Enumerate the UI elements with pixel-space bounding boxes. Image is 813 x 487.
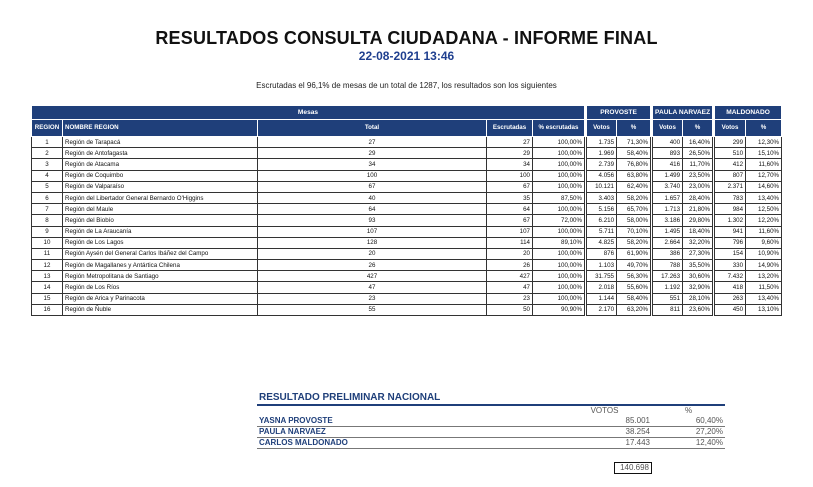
cell-pct-narvaez: 30,60%: [683, 271, 713, 282]
cell-pct-escrutadas: 90,90%: [533, 304, 585, 315]
cell-pct-narvaez: 23,60%: [683, 304, 713, 315]
regional-results-table: [31, 105, 782, 316]
cell-pct-provoste: 58,40%: [617, 148, 651, 159]
table-row: [32, 271, 782, 282]
candidate-pct: 12,40%: [652, 438, 725, 449]
group-header-provoste: PROVOSTE: [587, 106, 651, 120]
cell-total: 100: [258, 170, 487, 181]
cell-votos-maldonado: 807: [715, 170, 746, 181]
cell-escrutadas: 427: [487, 271, 533, 282]
cell-pct-narvaez: 21,80%: [683, 204, 713, 215]
cell-escrutadas: 50: [487, 304, 533, 315]
candidate-pct: 60,40%: [652, 416, 725, 427]
cell-nombre: Región del Biobío: [63, 215, 258, 226]
cell-pct-provoste: 63,80%: [617, 170, 651, 181]
col-header-pct-maldonado: %: [746, 120, 782, 137]
cell-nombre: Región de Los Lagos: [63, 237, 258, 248]
cell-pct-maldonado: 12,50%: [746, 204, 782, 215]
cell-pct-maldonado: 12,20%: [746, 215, 782, 226]
cell-votos-maldonado: 984: [715, 204, 746, 215]
cell-votos-narvaez: 1.192: [653, 282, 683, 293]
cell-nombre: Región de Coquimbo: [63, 170, 258, 181]
group-header-narvaez: PAULA NARVAEZ: [653, 106, 713, 120]
group-header-mesas: Mesas: [32, 106, 585, 120]
cell-pct-maldonado: 14,60%: [746, 181, 782, 192]
cell-pct-maldonado: 13,40%: [746, 192, 782, 203]
cell-pct-provoste: 58,00%: [617, 215, 651, 226]
table-row: [32, 282, 782, 293]
cell-pct-escrutadas: 100,00%: [533, 260, 585, 271]
cell-votos-maldonado: 1.302: [715, 215, 746, 226]
cell-pct-provoste: 58,20%: [617, 237, 651, 248]
cell-escrutadas: 35: [487, 192, 533, 203]
cell-pct-escrutadas: 100,00%: [533, 170, 585, 181]
cell-votos-maldonado: 7.432: [715, 271, 746, 282]
cell-votos-narvaez: 400: [653, 137, 683, 148]
cell-escrutadas: 20: [487, 248, 533, 259]
cell-pct-maldonado: 10,90%: [746, 248, 782, 259]
table-row: [32, 170, 782, 181]
cell-region: 1: [32, 137, 63, 148]
group-header-maldonado: MALDONADO: [715, 106, 782, 120]
cell-region: 11: [32, 248, 63, 259]
cell-votos-provoste: 31.755: [587, 271, 617, 282]
cell-pct-maldonado: 13,40%: [746, 293, 782, 304]
cell-pct-maldonado: 9,60%: [746, 237, 782, 248]
national-total: 140.698: [614, 462, 652, 474]
cell-votos-narvaez: 1.713: [653, 204, 683, 215]
cell-votos-maldonado: 418: [715, 282, 746, 293]
cell-pct-escrutadas: 100,00%: [533, 148, 585, 159]
cell-votos-provoste: 5.156: [587, 204, 617, 215]
table-row: [32, 237, 782, 248]
cell-escrutadas: 34: [487, 159, 533, 170]
national-row: [257, 438, 725, 449]
cell-pct-maldonado: 15,10%: [746, 148, 782, 159]
cell-pct-escrutadas: 100,00%: [533, 159, 585, 170]
cell-region: 14: [32, 282, 63, 293]
cell-pct-narvaez: 28,10%: [683, 293, 713, 304]
cell-region: 6: [32, 192, 63, 203]
cell-votos-maldonado: 796: [715, 237, 746, 248]
cell-votos-maldonado: 941: [715, 226, 746, 237]
cell-nombre: Región de Atacama: [63, 159, 258, 170]
table-row: [32, 293, 782, 304]
cell-nombre: Región de Los Ríos: [63, 282, 258, 293]
cell-total: 34: [258, 159, 487, 170]
cell-nombre: Región de Ñuble: [63, 304, 258, 315]
cell-pct-provoste: 56,30%: [617, 271, 651, 282]
cell-pct-provoste: 71,30%: [617, 137, 651, 148]
cell-pct-provoste: 58,20%: [617, 192, 651, 203]
cell-pct-maldonado: 12,30%: [746, 137, 782, 148]
cell-region: 5: [32, 181, 63, 192]
cell-pct-provoste: 61,90%: [617, 248, 651, 259]
cell-pct-provoste: 49,70%: [617, 260, 651, 271]
cell-pct-narvaez: 35,50%: [683, 260, 713, 271]
national-header-spacer: [257, 405, 557, 416]
cell-pct-provoste: 63,20%: [617, 304, 651, 315]
cell-nombre: Región Metropolitana de Santiago: [63, 271, 258, 282]
cell-pct-narvaez: 32,20%: [683, 237, 713, 248]
national-row: [257, 416, 725, 427]
cell-total: 67: [258, 181, 487, 192]
cell-total: 128: [258, 237, 487, 248]
cell-pct-narvaez: 28,40%: [683, 192, 713, 203]
cell-escrutadas: 47: [487, 282, 533, 293]
cell-votos-provoste: 4.825: [587, 237, 617, 248]
candidate-pct: 27,20%: [652, 427, 725, 438]
cell-pct-escrutadas: 100,00%: [533, 248, 585, 259]
cell-total: 26: [258, 260, 487, 271]
cell-pct-escrutadas: 72,00%: [533, 215, 585, 226]
cell-votos-narvaez: 3.186: [653, 215, 683, 226]
cell-nombre: Región de Antofagasta: [63, 148, 258, 159]
col-header-pct-provoste: %: [617, 120, 651, 137]
cell-votos-provoste: 1.969: [587, 148, 617, 159]
cell-votos-narvaez: 3.740: [653, 181, 683, 192]
cell-pct-maldonado: 12,70%: [746, 170, 782, 181]
report-datetime: 22-08-2021 13:46: [358, 49, 455, 63]
cell-pct-provoste: 55,60%: [617, 282, 651, 293]
candidate-name: YASNA PROVOSTE: [257, 416, 557, 427]
cell-region: 9: [32, 226, 63, 237]
cell-pct-narvaez: 26,50%: [683, 148, 713, 159]
cell-total: 427: [258, 271, 487, 282]
cell-escrutadas: 107: [487, 226, 533, 237]
cell-pct-narvaez: 16,40%: [683, 137, 713, 148]
cell-votos-narvaez: 811: [653, 304, 683, 315]
cell-region: 4: [32, 170, 63, 181]
cell-region: 13: [32, 271, 63, 282]
col-header-nombre: NOMBRE REGION: [63, 120, 258, 137]
cell-total: 55: [258, 304, 487, 315]
cell-votos-narvaez: 17.263: [653, 271, 683, 282]
cell-votos-maldonado: 412: [715, 159, 746, 170]
col-header-votos-maldonado: Votos: [715, 120, 746, 137]
national-col-pct: %: [652, 405, 725, 416]
national-results: [257, 392, 725, 472]
cell-total: 40: [258, 192, 487, 203]
cell-votos-narvaez: 386: [653, 248, 683, 259]
cell-region: 3: [32, 159, 63, 170]
cell-votos-maldonado: 330: [715, 260, 746, 271]
cell-nombre: Región de La Araucanía: [63, 226, 258, 237]
cell-region: 12: [32, 260, 63, 271]
cell-pct-provoste: 76,80%: [617, 159, 651, 170]
cell-pct-maldonado: 11,60%: [746, 226, 782, 237]
cell-total: 29: [258, 148, 487, 159]
col-header-total: Total: [258, 120, 487, 137]
cell-votos-narvaez: 893: [653, 148, 683, 159]
national-row: [257, 427, 725, 438]
cell-pct-escrutadas: 100,00%: [533, 181, 585, 192]
cell-pct-narvaez: 27,30%: [683, 248, 713, 259]
cell-votos-provoste: 876: [587, 248, 617, 259]
candidate-name: CARLOS MALDONADO: [257, 438, 557, 449]
col-header-votos-provoste: Votos: [587, 120, 617, 137]
cell-votos-narvaez: 1.657: [653, 192, 683, 203]
cell-pct-narvaez: 11,70%: [683, 159, 713, 170]
cell-escrutadas: 23: [487, 293, 533, 304]
cell-votos-maldonado: 783: [715, 192, 746, 203]
cell-nombre: Región del Maule: [63, 204, 258, 215]
cell-nombre: Región de Valparaíso: [63, 181, 258, 192]
cell-votos-provoste: 2.170: [587, 304, 617, 315]
table-row: [32, 159, 782, 170]
cell-escrutadas: 29: [487, 148, 533, 159]
col-header-votos-narvaez: Votos: [653, 120, 683, 137]
cell-total: 27: [258, 137, 487, 148]
cell-votos-provoste: 4.056: [587, 170, 617, 181]
candidate-votos: 17.443: [557, 438, 652, 449]
cell-votos-provoste: 1.144: [587, 293, 617, 304]
cell-region: 16: [32, 304, 63, 315]
cell-votos-narvaez: 1.499: [653, 170, 683, 181]
cell-votos-provoste: 1.103: [587, 260, 617, 271]
cell-escrutadas: 27: [487, 137, 533, 148]
report-title: RESULTADOS CONSULTA CIUDADANA - INFORME FINAL: [155, 28, 658, 48]
cell-votos-provoste: 3.403: [587, 192, 617, 203]
cell-escrutadas: 64: [487, 204, 533, 215]
cell-pct-maldonado: 11,60%: [746, 159, 782, 170]
cell-pct-escrutadas: 100,00%: [533, 204, 585, 215]
cell-escrutadas: 26: [487, 260, 533, 271]
cell-votos-provoste: 10.121: [587, 181, 617, 192]
cell-votos-maldonado: 263: [715, 293, 746, 304]
cell-pct-escrutadas: 100,00%: [533, 271, 585, 282]
cell-pct-escrutadas: 100,00%: [533, 293, 585, 304]
cell-nombre: Región de Tarapacá: [63, 137, 258, 148]
cell-escrutadas: 67: [487, 215, 533, 226]
table-row: [32, 260, 782, 271]
cell-pct-narvaez: 32,90%: [683, 282, 713, 293]
cell-nombre: Región Aysén del General Carlos Ibáñez del Campo: [63, 248, 258, 259]
cell-total: 47: [258, 282, 487, 293]
table-row: [32, 248, 782, 259]
cell-votos-narvaez: 551: [653, 293, 683, 304]
cell-votos-narvaez: 2.664: [653, 237, 683, 248]
candidate-name: PAULA NARVAEZ: [257, 427, 557, 438]
cell-pct-provoste: 70,10%: [617, 226, 651, 237]
cell-votos-narvaez: 788: [653, 260, 683, 271]
table-row: [32, 181, 782, 192]
cell-pct-maldonado: 11,50%: [746, 282, 782, 293]
cell-pct-provoste: 58,40%: [617, 293, 651, 304]
cell-total: 23: [258, 293, 487, 304]
cell-region: 2: [32, 148, 63, 159]
cell-pct-provoste: 65,70%: [617, 204, 651, 215]
table-row: [32, 204, 782, 215]
cell-total: 93: [258, 215, 487, 226]
cell-votos-provoste: 5.711: [587, 226, 617, 237]
cell-nombre: Región del Libertador General Bernardo O'Higgins: [63, 192, 258, 203]
cell-votos-narvaez: 416: [653, 159, 683, 170]
cell-region: 8: [32, 215, 63, 226]
cell-escrutadas: 67: [487, 181, 533, 192]
cell-votos-maldonado: 510: [715, 148, 746, 159]
cell-pct-escrutadas: 100,00%: [533, 282, 585, 293]
cell-pct-escrutadas: 100,00%: [533, 226, 585, 237]
col-header-escrutadas: Escrutadas: [487, 120, 533, 137]
cell-pct-narvaez: 23,00%: [683, 181, 713, 192]
cell-nombre: Región de Magallanes y Antártica Chilena: [63, 260, 258, 271]
candidate-votos: 38.254: [557, 427, 652, 438]
national-title: RESULTADO PRELIMINAR NACIONAL: [259, 392, 441, 403]
report-summary: Escrutadas el 96,1% de mesas de un total de 1287, los resultados son los siguientes: [256, 81, 557, 90]
cell-nombre: Región de Arica y Parinacota: [63, 293, 258, 304]
col-header-pct-escrutadas: % escrutadas: [533, 120, 585, 137]
cell-votos-provoste: 2.739: [587, 159, 617, 170]
cell-pct-maldonado: 13,20%: [746, 271, 782, 282]
cell-pct-maldonado: 13,10%: [746, 304, 782, 315]
cell-pct-provoste: 62,40%: [617, 181, 651, 192]
cell-pct-escrutadas: 89,10%: [533, 237, 585, 248]
table-row: [32, 215, 782, 226]
cell-total: 107: [258, 226, 487, 237]
col-header-pct-narvaez: %: [683, 120, 713, 137]
col-header-region: REGION: [32, 120, 63, 137]
cell-total: 20: [258, 248, 487, 259]
cell-votos-maldonado: 154: [715, 248, 746, 259]
cell-escrutadas: 100: [487, 170, 533, 181]
cell-pct-narvaez: 18,40%: [683, 226, 713, 237]
table-row: [32, 137, 782, 148]
candidate-votos: 85.001: [557, 416, 652, 427]
table-row: [32, 226, 782, 237]
cell-votos-provoste: 2.018: [587, 282, 617, 293]
cell-votos-provoste: 1.735: [587, 137, 617, 148]
national-results-table: [257, 404, 725, 449]
cell-region: 10: [32, 237, 63, 248]
cell-votos-narvaez: 1.495: [653, 226, 683, 237]
cell-region: 15: [32, 293, 63, 304]
table-row: [32, 304, 782, 315]
cell-votos-provoste: 6.210: [587, 215, 617, 226]
cell-pct-narvaez: 29,80%: [683, 215, 713, 226]
cell-region: 7: [32, 204, 63, 215]
cell-pct-escrutadas: 87,50%: [533, 192, 585, 203]
cell-escrutadas: 114: [487, 237, 533, 248]
table-row: [32, 148, 782, 159]
cell-pct-narvaez: 23,50%: [683, 170, 713, 181]
cell-pct-maldonado: 14,90%: [746, 260, 782, 271]
national-col-votos: VOTOS: [557, 405, 652, 416]
cell-votos-maldonado: 299: [715, 137, 746, 148]
cell-votos-maldonado: 450: [715, 304, 746, 315]
cell-pct-escrutadas: 100,00%: [533, 137, 585, 148]
cell-votos-maldonado: 2.371: [715, 181, 746, 192]
cell-total: 64: [258, 204, 487, 215]
table-row: [32, 192, 782, 203]
